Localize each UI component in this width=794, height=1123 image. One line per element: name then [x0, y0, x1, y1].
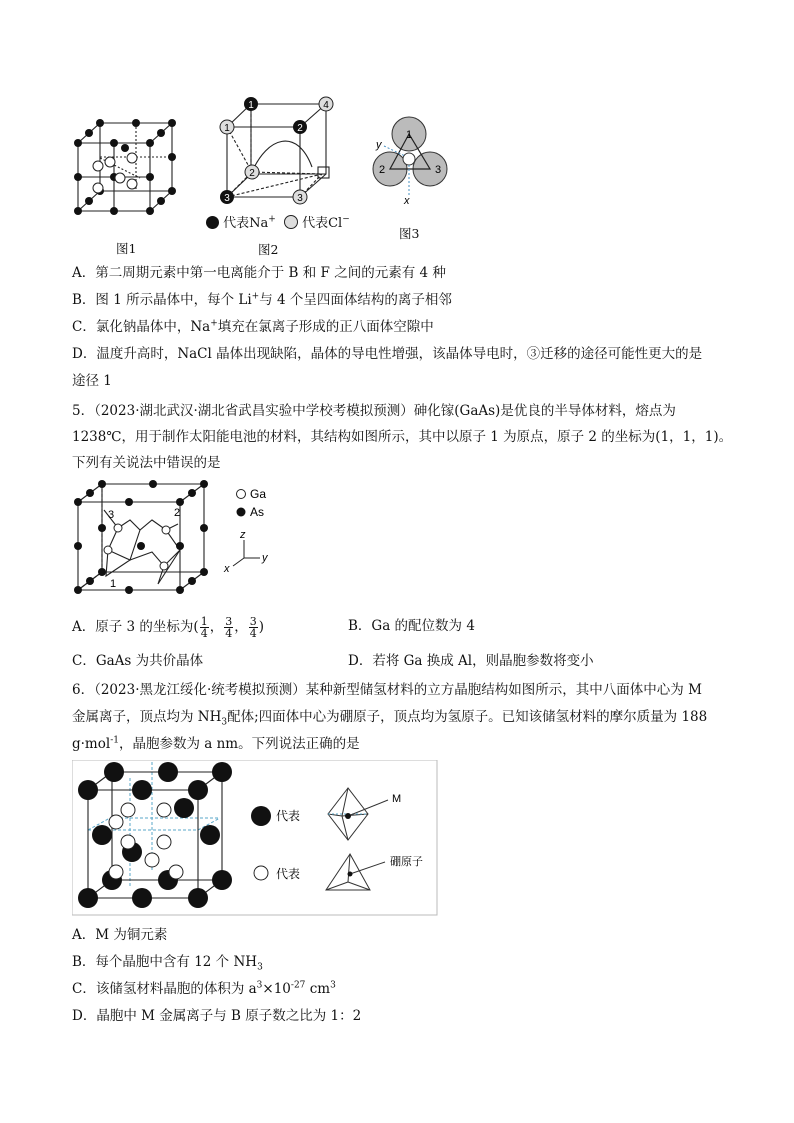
atom-label-3: 3	[108, 509, 115, 521]
fig3-label: 3	[434, 164, 442, 176]
q5-stem-3: 下列有关说法中错误的是	[72, 455, 221, 471]
fig2-num: 3	[224, 193, 230, 204]
atom-label-2: 2	[174, 507, 181, 519]
fig2-num: 2	[297, 123, 303, 134]
fig3-label: 2	[378, 164, 386, 176]
q4-option-c: C．氯化钠晶体中，Na+填充在氯离子形成的正八面体空隙中	[72, 318, 434, 335]
fig2-num: 2	[249, 168, 255, 179]
q4-option-a: A．第二周期元素中第一电离能介于 B 和 F 之间的元素有 4 种	[72, 265, 446, 281]
fig3-label: x	[404, 195, 410, 207]
fig2-num: 1	[248, 100, 254, 111]
q6-stem-3: g·mol$^{-1}$，晶胞参数为 a nm。下列说法正确的是	[72, 735, 360, 752]
q5-option-d: D．若将 Ga 换成 Al，则晶胞参数将变小	[348, 653, 594, 669]
figure-gaas-cell	[68, 480, 308, 598]
q5-stem-2: 1238℃，用于制作太阳能电池的材料，其结构如图所示，其中以原子 1 为原点，原子 2 的坐标为(1，1，1)。	[72, 429, 733, 445]
q5-option-b: B．Ga 的配位数为 4	[348, 618, 475, 634]
q5-option-a: A．原子 3 的坐标为( $\frac{1}{4}$ ， $\frac{3}{4}$ ， $\frac{3}{4}$ )	[72, 615, 264, 640]
metal-legend-dot	[251, 806, 271, 826]
figure-3-triangle	[364, 112, 460, 210]
q6-option-c: C．该储氢材料晶胞的体积为 $a^3\times 10^{-27}$ $cm^3$	[72, 980, 336, 997]
ga-legend-dot	[237, 490, 246, 499]
q5-option-c: C．GaAs 为共价晶体	[72, 653, 204, 669]
label-m: M	[392, 793, 402, 805]
q4-option-d-cont: 途径 1	[72, 373, 112, 389]
q6-option-d: D．晶胞中 M 金属离子与 B 原子数之比为 1：2	[72, 1008, 362, 1024]
figure-1-licrystal	[70, 118, 180, 218]
axis-x: x	[224, 563, 230, 575]
na-legend-dot	[206, 216, 219, 229]
fig2-legend: 代表Na+ 代表Cl−	[206, 212, 350, 231]
as-legend-dot	[237, 508, 246, 517]
q6-stem-1: 6．（2023·黑龙江绥化·统考模拟预测）某种新型储氢材料的立方晶胞结构如图所示，其中八面体中心为 M	[72, 682, 702, 698]
legend-as: As	[250, 505, 265, 519]
fig2-num: 4	[323, 100, 329, 111]
q6-option-a: A．M 为铜元素	[72, 927, 168, 943]
q6-stem-2: 金属离子，顶点均为 $NH_3$配体;四面体中心为硼原子，顶点均为氢原子。已知该储氢材料的摩尔质量为 188	[72, 709, 708, 728]
figure-2-nacl	[212, 92, 342, 210]
figure-hydrogen-storage-cell	[72, 760, 438, 916]
axis-z: z	[240, 529, 246, 541]
q4-option-b: B．图 1 所示晶体中，每个 Li+与 4 个呈四面体结构的离子相邻	[72, 291, 452, 308]
fig3-caption: 图3	[399, 226, 420, 241]
fig2-caption: 图2	[258, 242, 279, 257]
fig2-num: 1	[224, 123, 230, 134]
fig3-label: y	[376, 139, 382, 151]
legend-black-label: 代表	[276, 809, 301, 823]
q6-option-b: B．每个晶胞中含有 12 个 $NH_3$	[72, 954, 263, 973]
atom-label-1: 1	[110, 578, 117, 590]
b-legend-dot	[254, 866, 268, 880]
fig2-num: 3	[297, 193, 303, 204]
cl-legend-dot	[284, 215, 298, 229]
label-b: 硼原子	[390, 856, 423, 868]
q4-option-d: D．温度升高时，NaCl 晶体出现缺陷，晶体的导电性增强，该晶体导电时，③迁移的途径可能性更大的是	[72, 346, 703, 362]
axis-y: y	[262, 552, 268, 564]
fig1-caption: 图1	[116, 241, 137, 256]
legend-ga: Ga	[250, 487, 267, 501]
fig3-label: 1	[405, 129, 413, 141]
legend-white-label: 代表	[276, 867, 301, 881]
q5-stem-1: 5．（2023·湖北武汉·湖北省武昌实验中学校考模拟预测）砷化镓(GaAs)是优良的半导体材料，熔点为	[72, 403, 676, 419]
